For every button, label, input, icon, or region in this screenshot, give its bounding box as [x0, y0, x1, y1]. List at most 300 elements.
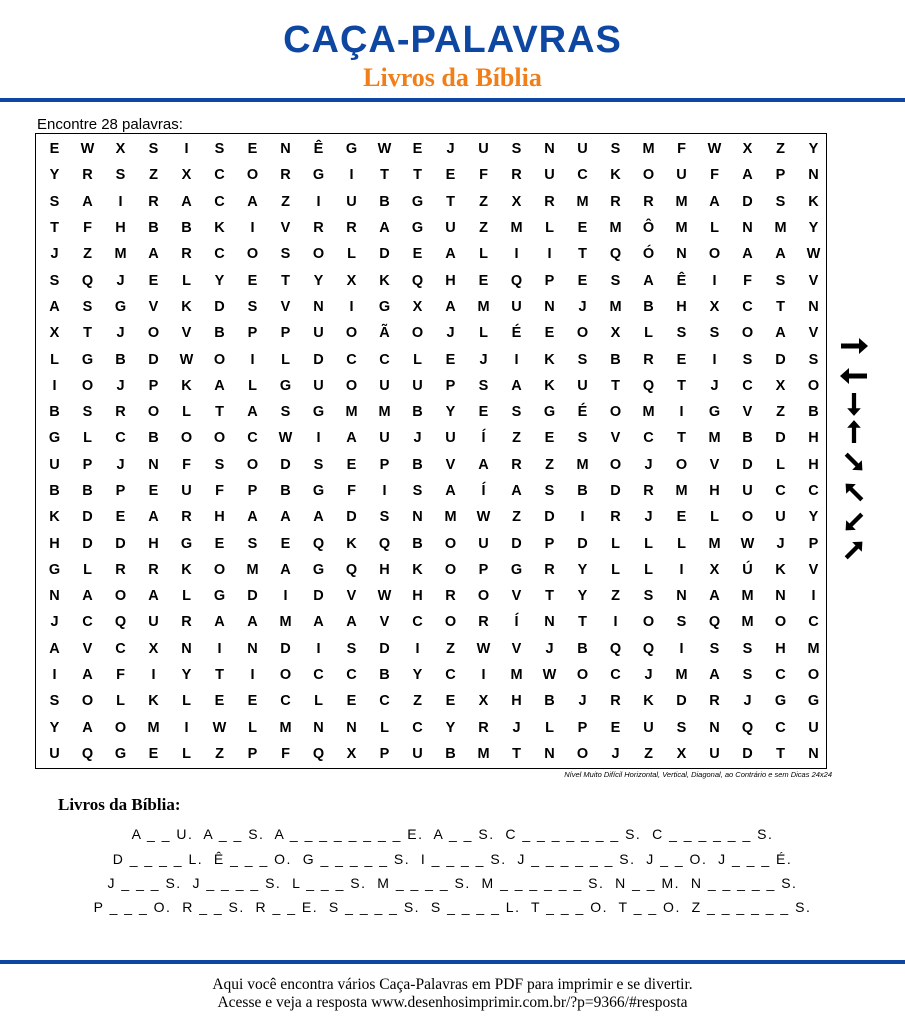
grid-cell[interactable]: G: [411, 220, 424, 237]
grid-cell[interactable]: U: [577, 377, 588, 394]
grid-cell[interactable]: H: [214, 509, 225, 526]
grid-cell[interactable]: L: [677, 535, 686, 552]
grid-cell[interactable]: I: [316, 193, 321, 210]
grid-cell[interactable]: X: [610, 325, 621, 342]
grid-cell[interactable]: C: [379, 351, 390, 368]
grid-cell[interactable]: P: [280, 325, 291, 342]
grid-cell[interactable]: F: [743, 272, 752, 289]
grid-cell[interactable]: Ú: [742, 561, 753, 578]
grid-cell[interactable]: H: [412, 588, 423, 605]
grid-cell[interactable]: Z: [413, 693, 422, 710]
grid-cell[interactable]: F: [710, 167, 719, 184]
grid-cell[interactable]: C: [115, 430, 126, 447]
grid-cell[interactable]: J: [50, 246, 59, 263]
grid-cell[interactable]: O: [411, 325, 424, 342]
grid-cell[interactable]: U: [676, 167, 687, 184]
grid-cell[interactable]: S: [280, 246, 291, 263]
grid-cell[interactable]: Y: [313, 272, 324, 289]
grid-cell[interactable]: L: [545, 220, 554, 237]
grid-cell[interactable]: S: [742, 351, 753, 368]
grid-cell[interactable]: D: [577, 535, 588, 552]
grid-cell[interactable]: L: [116, 693, 125, 710]
grid-cell[interactable]: N: [49, 588, 60, 605]
grid-cell[interactable]: W: [278, 430, 293, 447]
grid-cell[interactable]: D: [379, 246, 390, 263]
grid-cell[interactable]: J: [512, 719, 521, 736]
grid-cell[interactable]: A: [247, 404, 258, 421]
grid-cell[interactable]: P: [577, 719, 588, 736]
grid-cell[interactable]: Z: [83, 246, 92, 263]
grid-cell[interactable]: O: [147, 325, 160, 342]
grid-cell[interactable]: S: [577, 351, 588, 368]
grid-cell[interactable]: I: [481, 667, 486, 684]
grid-cell[interactable]: A: [82, 667, 93, 684]
grid-cell[interactable]: A: [280, 561, 291, 578]
grid-cell[interactable]: I: [712, 272, 717, 289]
grid-cell[interactable]: L: [479, 325, 488, 342]
grid-cell[interactable]: C: [577, 167, 588, 184]
grid-cell[interactable]: O: [312, 246, 325, 263]
grid-cell[interactable]: A: [643, 272, 654, 289]
grid-cell[interactable]: H: [808, 430, 819, 447]
grid-cell[interactable]: O: [741, 509, 754, 526]
grid-cell[interactable]: J: [578, 693, 587, 710]
grid-cell[interactable]: L: [479, 246, 488, 263]
grid-cell[interactable]: L: [347, 246, 356, 263]
grid-cell[interactable]: D: [82, 509, 93, 526]
grid-cell[interactable]: O: [576, 325, 589, 342]
grid-cell[interactable]: S: [82, 404, 93, 421]
grid-cell[interactable]: D: [511, 535, 522, 552]
grid-cell[interactable]: R: [544, 561, 555, 578]
grid-cell[interactable]: U: [49, 745, 60, 762]
grid-cell[interactable]: Y: [49, 167, 60, 184]
grid-cell[interactable]: A: [511, 377, 522, 394]
grid-cell[interactable]: Z: [281, 193, 290, 210]
grid-cell[interactable]: N: [148, 456, 159, 473]
grid-cell[interactable]: H: [379, 561, 390, 578]
grid-cell[interactable]: N: [676, 246, 687, 263]
grid-cell[interactable]: A: [148, 246, 159, 263]
grid-cell[interactable]: I: [52, 377, 57, 394]
grid-cell[interactable]: P: [148, 377, 159, 394]
grid-cell[interactable]: I: [613, 614, 618, 631]
grid-cell[interactable]: M: [741, 614, 754, 631]
grid-cell[interactable]: N: [544, 745, 555, 762]
grid-cell[interactable]: R: [148, 561, 159, 578]
grid-cell[interactable]: S: [676, 719, 687, 736]
grid-cell[interactable]: Y: [808, 141, 819, 158]
grid-cell[interactable]: F: [479, 167, 488, 184]
grid-cell[interactable]: A: [49, 640, 60, 657]
grid-cell[interactable]: O: [213, 561, 226, 578]
grid-cell[interactable]: M: [477, 298, 490, 315]
grid-cell[interactable]: K: [346, 535, 357, 552]
grid-cell[interactable]: W: [542, 667, 557, 684]
grid-cell[interactable]: C: [214, 193, 225, 210]
grid-cell[interactable]: M: [246, 561, 259, 578]
grid-cell[interactable]: Y: [577, 561, 588, 578]
grid-cell[interactable]: I: [679, 640, 684, 657]
grid-cell[interactable]: R: [610, 509, 621, 526]
grid-cell[interactable]: I: [382, 483, 387, 499]
grid-cell[interactable]: M: [477, 745, 490, 762]
grid-cell[interactable]: R: [643, 193, 654, 210]
grid-cell[interactable]: Z: [512, 430, 521, 447]
grid-cell[interactable]: B: [412, 404, 423, 421]
grid-cell[interactable]: Ô: [642, 220, 655, 237]
grid-cell[interactable]: X: [346, 272, 357, 289]
grid-cell[interactable]: T: [611, 377, 620, 394]
grid-cell[interactable]: S: [412, 483, 423, 499]
grid-cell[interactable]: S: [610, 272, 621, 289]
grid-cell[interactable]: M: [510, 220, 523, 237]
grid-cell[interactable]: I: [316, 430, 321, 447]
grid-cell[interactable]: D: [742, 456, 753, 473]
grid-cell[interactable]: C: [313, 667, 324, 684]
grid-cell[interactable]: L: [182, 693, 191, 710]
grid-cell[interactable]: H: [49, 535, 60, 552]
grid-cell[interactable]: D: [544, 509, 555, 526]
grid-cell[interactable]: Z: [446, 640, 455, 657]
grid-cell[interactable]: O: [114, 719, 127, 736]
grid-cell[interactable]: O: [708, 246, 721, 263]
grid-cell[interactable]: B: [181, 220, 192, 237]
grid-cell[interactable]: D: [280, 456, 291, 473]
grid-cell[interactable]: H: [676, 298, 687, 315]
grid-cell[interactable]: B: [379, 667, 390, 684]
grid-cell[interactable]: G: [180, 535, 193, 552]
grid-cell[interactable]: O: [213, 351, 226, 368]
grid-cell[interactable]: F: [116, 667, 125, 684]
grid-cell[interactable]: V: [742, 404, 753, 421]
grid-cell[interactable]: Ê: [313, 141, 324, 158]
grid-cell[interactable]: Q: [378, 535, 391, 552]
grid-cell[interactable]: L: [413, 351, 422, 368]
grid-cell[interactable]: A: [445, 246, 456, 263]
grid-cell[interactable]: B: [49, 483, 60, 499]
grid-cell[interactable]: C: [412, 719, 423, 736]
grid-cell[interactable]: W: [476, 640, 491, 657]
grid-cell[interactable]: D: [775, 430, 786, 447]
grid-cell[interactable]: O: [807, 377, 820, 394]
grid-cell[interactable]: B: [610, 351, 621, 368]
grid-cell[interactable]: T: [83, 325, 92, 342]
grid-cell[interactable]: O: [345, 325, 358, 342]
grid-cell[interactable]: Z: [545, 456, 554, 473]
grid-cell[interactable]: A: [82, 719, 93, 736]
grid-cell[interactable]: G: [312, 483, 325, 499]
grid-cell[interactable]: U: [412, 745, 423, 762]
grid-cell[interactable]: J: [644, 667, 653, 684]
grid-cell[interactable]: D: [742, 193, 753, 210]
grid-cell[interactable]: D: [346, 509, 357, 526]
grid-cell[interactable]: P: [478, 561, 489, 578]
grid-cell[interactable]: A: [775, 246, 786, 263]
grid-cell[interactable]: D: [676, 693, 687, 710]
grid-cell[interactable]: J: [710, 377, 719, 394]
grid-cell[interactable]: N: [808, 167, 819, 184]
grid-cell[interactable]: R: [148, 193, 159, 210]
grid-cell[interactable]: S: [742, 667, 753, 684]
grid-cell[interactable]: M: [807, 640, 820, 657]
grid-cell[interactable]: A: [280, 509, 291, 526]
grid-cell[interactable]: B: [577, 483, 588, 499]
grid-cell[interactable]: C: [115, 640, 126, 657]
grid-cell[interactable]: S: [49, 193, 60, 210]
grid-cell[interactable]: Z: [776, 404, 785, 421]
grid-cell[interactable]: U: [445, 430, 456, 447]
grid-cell[interactable]: V: [610, 430, 621, 447]
grid-cell[interactable]: N: [808, 745, 819, 762]
grid-cell[interactable]: J: [644, 456, 653, 473]
grid-cell[interactable]: A: [445, 483, 456, 499]
grid-cell[interactable]: J: [116, 377, 125, 394]
grid-cell[interactable]: J: [644, 509, 653, 526]
grid-cell[interactable]: A: [148, 509, 159, 526]
grid-cell[interactable]: P: [775, 167, 786, 184]
grid-cell[interactable]: K: [544, 351, 555, 368]
grid-cell[interactable]: L: [710, 509, 719, 526]
grid-cell[interactable]: N: [247, 640, 258, 657]
grid-cell[interactable]: E: [445, 167, 456, 184]
grid-cell[interactable]: R: [280, 167, 291, 184]
grid-cell[interactable]: X: [775, 377, 786, 394]
grid-cell[interactable]: U: [478, 141, 489, 158]
grid-cell[interactable]: K: [49, 509, 60, 526]
grid-cell[interactable]: K: [643, 693, 654, 710]
grid-cell[interactable]: E: [478, 272, 489, 289]
grid-cell[interactable]: M: [675, 220, 688, 237]
grid-cell[interactable]: C: [412, 614, 423, 631]
grid-cell[interactable]: A: [709, 667, 720, 684]
grid-cell[interactable]: V: [280, 298, 291, 315]
grid-cell[interactable]: K: [181, 377, 192, 394]
grid-cell[interactable]: B: [445, 745, 456, 762]
grid-cell[interactable]: A: [775, 325, 786, 342]
grid-cell[interactable]: N: [280, 141, 291, 158]
grid-cell[interactable]: I: [514, 351, 519, 368]
grid-cell[interactable]: S: [379, 509, 390, 526]
grid-cell[interactable]: V: [511, 640, 522, 657]
grid-cell[interactable]: I: [580, 509, 585, 526]
grid-cell[interactable]: X: [709, 561, 720, 578]
grid-cell[interactable]: O: [807, 667, 820, 684]
grid-cell[interactable]: J: [413, 430, 422, 447]
grid-cell[interactable]: N: [709, 719, 720, 736]
grid-cell[interactable]: W: [80, 141, 95, 158]
grid-cell[interactable]: I: [349, 167, 354, 184]
grid-cell[interactable]: Y: [808, 509, 819, 526]
grid-cell[interactable]: R: [115, 561, 126, 578]
grid-cell[interactable]: S: [643, 588, 654, 605]
grid-cell[interactable]: D: [214, 298, 225, 315]
grid-cell[interactable]: Y: [412, 667, 423, 684]
grid-cell[interactable]: H: [709, 483, 720, 499]
grid-cell[interactable]: E: [346, 693, 357, 710]
grid-cell[interactable]: G: [708, 404, 721, 421]
grid-cell[interactable]: O: [774, 614, 787, 631]
grid-cell[interactable]: M: [576, 456, 589, 473]
grid-cell[interactable]: A: [313, 509, 324, 526]
grid-cell[interactable]: S: [676, 614, 687, 631]
grid-cell[interactable]: L: [644, 535, 653, 552]
grid-cell[interactable]: E: [412, 141, 423, 158]
grid-cell[interactable]: E: [676, 509, 687, 526]
grid-cell[interactable]: P: [445, 377, 456, 394]
grid-cell[interactable]: I: [349, 298, 354, 315]
grid-cell[interactable]: S: [808, 351, 819, 368]
grid-cell[interactable]: L: [644, 561, 653, 578]
grid-cell[interactable]: E: [577, 272, 588, 289]
grid-cell[interactable]: N: [544, 614, 555, 631]
grid-cell[interactable]: L: [314, 693, 323, 710]
grid-cell[interactable]: U: [643, 719, 654, 736]
grid-cell[interactable]: M: [510, 667, 523, 684]
grid-cell[interactable]: O: [81, 693, 94, 710]
grid-cell[interactable]: P: [247, 325, 258, 342]
grid-cell[interactable]: U: [412, 377, 423, 394]
grid-cell[interactable]: A: [82, 193, 93, 210]
grid-cell[interactable]: E: [346, 456, 357, 473]
grid-cell[interactable]: Z: [479, 193, 488, 210]
grid-cell[interactable]: V: [82, 640, 93, 657]
grid-cell[interactable]: L: [83, 561, 92, 578]
grid-cell[interactable]: O: [147, 404, 160, 421]
grid-cell[interactable]: E: [412, 246, 423, 263]
grid-cell[interactable]: B: [148, 430, 159, 447]
grid-cell[interactable]: C: [742, 377, 753, 394]
grid-cell[interactable]: U: [379, 377, 390, 394]
grid-cell[interactable]: F: [83, 220, 92, 237]
grid-cell[interactable]: C: [214, 246, 225, 263]
grid-cell[interactable]: J: [776, 535, 785, 552]
grid-cell[interactable]: Z: [611, 588, 620, 605]
grid-cell[interactable]: W: [179, 351, 194, 368]
grid-cell[interactable]: T: [578, 614, 587, 631]
grid-cell[interactable]: S: [577, 430, 588, 447]
grid-cell[interactable]: X: [115, 141, 126, 158]
grid-cell[interactable]: U: [148, 614, 159, 631]
grid-cell[interactable]: É: [577, 404, 588, 421]
grid-cell[interactable]: G: [48, 561, 61, 578]
grid-cell[interactable]: S: [346, 640, 357, 657]
grid-cell[interactable]: C: [643, 430, 654, 447]
grid-cell[interactable]: S: [544, 483, 555, 499]
grid-cell[interactable]: A: [82, 588, 93, 605]
grid-cell[interactable]: A: [313, 614, 324, 631]
grid-cell[interactable]: S: [280, 404, 291, 421]
grid-cell[interactable]: T: [677, 377, 686, 394]
grid-cell[interactable]: N: [742, 220, 753, 237]
grid-cell[interactable]: C: [82, 614, 93, 631]
grid-cell[interactable]: M: [675, 667, 688, 684]
grid-cell[interactable]: E: [214, 693, 225, 710]
grid-cell[interactable]: R: [610, 693, 621, 710]
grid-cell[interactable]: C: [610, 667, 621, 684]
grid-cell[interactable]: T: [215, 667, 224, 684]
grid-cell[interactable]: C: [808, 614, 819, 631]
grid-cell[interactable]: L: [182, 745, 191, 762]
grid-cell[interactable]: G: [279, 377, 292, 394]
grid-cell[interactable]: J: [479, 351, 488, 368]
grid-cell[interactable]: X: [181, 167, 192, 184]
grid-cell[interactable]: G: [312, 167, 325, 184]
grid-cell[interactable]: Q: [642, 640, 655, 657]
grid-cell[interactable]: T: [578, 246, 587, 263]
grid-cell[interactable]: M: [378, 404, 391, 421]
grid-cell[interactable]: M: [114, 246, 127, 263]
grid-cell[interactable]: I: [184, 141, 189, 158]
grid-cell[interactable]: X: [742, 141, 753, 158]
grid-cell[interactable]: G: [114, 298, 127, 315]
grid-cell[interactable]: Y: [808, 220, 819, 237]
grid-cell[interactable]: T: [413, 167, 422, 184]
grid-cell[interactable]: O: [609, 404, 622, 421]
grid-cell[interactable]: S: [709, 325, 720, 342]
grid-cell[interactable]: A: [49, 298, 60, 315]
grid-cell[interactable]: P: [808, 535, 819, 552]
grid-cell[interactable]: L: [611, 561, 620, 578]
grid-cell[interactable]: C: [775, 483, 786, 499]
grid-cell[interactable]: U: [313, 325, 324, 342]
grid-cell[interactable]: X: [478, 693, 489, 710]
grid-cell[interactable]: J: [578, 298, 587, 315]
grid-cell[interactable]: M: [642, 141, 655, 158]
grid-cell[interactable]: É: [511, 325, 522, 342]
grid-cell[interactable]: K: [181, 298, 192, 315]
grid-cell[interactable]: V: [181, 325, 192, 342]
grid-cell[interactable]: S: [49, 693, 60, 710]
grid-cell[interactable]: L: [182, 404, 191, 421]
grid-cell[interactable]: P: [115, 483, 126, 499]
grid-cell[interactable]: E: [148, 272, 159, 289]
grid-cell[interactable]: M: [279, 719, 292, 736]
grid-cell[interactable]: G: [48, 430, 61, 447]
grid-cell[interactable]: V: [280, 220, 291, 237]
grid-cell[interactable]: U: [775, 509, 786, 526]
grid-cell[interactable]: I: [184, 719, 189, 736]
grid-cell[interactable]: M: [675, 483, 688, 499]
grid-cell[interactable]: B: [214, 325, 225, 342]
grid-cell[interactable]: R: [346, 220, 357, 237]
grid-cell[interactable]: J: [446, 141, 455, 158]
grid-cell[interactable]: V: [808, 561, 819, 578]
grid-cell[interactable]: S: [115, 167, 126, 184]
grid-cell[interactable]: I: [415, 640, 420, 657]
grid-cell[interactable]: W: [377, 588, 392, 605]
grid-cell[interactable]: A: [214, 614, 225, 631]
grid-cell[interactable]: T: [677, 430, 686, 447]
grid-cell[interactable]: A: [181, 193, 192, 210]
grid-cell[interactable]: U: [808, 719, 819, 736]
grid-cell[interactable]: U: [181, 483, 192, 499]
grid-cell[interactable]: Z: [479, 220, 488, 237]
grid-cell[interactable]: G: [312, 561, 325, 578]
grid-cell[interactable]: L: [281, 351, 290, 368]
grid-cell[interactable]: G: [411, 193, 424, 210]
grid-cell[interactable]: E: [478, 404, 489, 421]
grid-cell[interactable]: R: [643, 351, 654, 368]
grid-cell[interactable]: R: [445, 588, 456, 605]
grid-cell[interactable]: K: [214, 220, 225, 237]
grid-cell[interactable]: G: [510, 561, 523, 578]
grid-cell[interactable]: W: [806, 246, 821, 263]
grid-cell[interactable]: S: [511, 141, 522, 158]
grid-cell[interactable]: J: [116, 272, 125, 289]
grid-cell[interactable]: X: [412, 298, 423, 315]
grid-cell[interactable]: D: [115, 535, 126, 552]
